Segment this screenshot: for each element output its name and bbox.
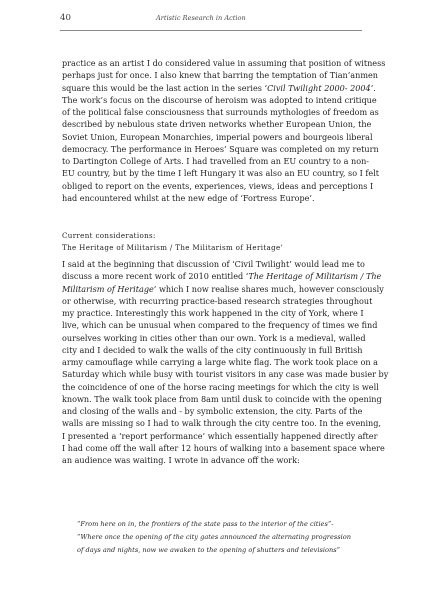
- text-run: ’ which I now realise shares much, however consciously: [153, 283, 384, 294]
- text-line: I presented a ‘report performance’ which essentially happened directly after: [62, 430, 378, 441]
- text-line: [62, 82, 376, 94]
- text-line: city and I decided to walk the walls of the city continuously in full British: [62, 344, 363, 355]
- text-line: democracy. The performance in Heroes’ Square was completed on my return: [62, 143, 379, 154]
- text-line: I had come off the wall after 12 hours of walking into a basement space where: [62, 442, 385, 453]
- text-line: obliged to report on the events, experiences, views, ideas and perceptions I: [62, 180, 374, 191]
- text-line: Soviet Union, European Monarchies, imperial powers and bourgeois liberal: [62, 131, 373, 142]
- header-rule: [60, 30, 362, 31]
- text-run: square this would be the last action in the series ‘: [62, 82, 268, 93]
- opening-paragraphs: [62, 57, 386, 204]
- text-line: ourselves working in cities other than our own. York is a medieval, walled: [62, 332, 366, 343]
- block-quote: [77, 518, 367, 558]
- section-heading: [62, 230, 366, 253]
- text-line: and closing of the walls and - by symbolic extension, the city. Parts of the: [62, 406, 363, 416]
- work-title: The Heritage of Militarism / The: [248, 271, 382, 282]
- text-line: to Dartington College of Arts. I had travelled from an EU country to a non-: [62, 156, 370, 166]
- section-title: The Heritage of Militarism / The Militarism of Heritage’: [62, 242, 284, 252]
- quote-line: “From here on in, the frontiers of the state pass to the interior of the cities”-: [77, 520, 334, 528]
- text-run: discuss a more recent work of 2010 entitled ‘: [62, 271, 249, 282]
- section-kicker: Current considerations:: [62, 231, 156, 240]
- text-line: I said at the beginning that discussion of ‘Civil Twilight’ would lead me to: [62, 259, 365, 269]
- text-line: practice as an artist I do considered value in assuming that position of witness: [62, 58, 386, 68]
- text-line: walls are missing so I had to walk through the city centre too. In the evening,: [62, 418, 382, 429]
- text-line: an audience was waiting. I wrote in advance off the work:: [62, 455, 300, 465]
- paragraph-2: [62, 155, 380, 204]
- quote-line: “Where once the opening of the city gates announced the alternating progression: [77, 533, 351, 542]
- text-line: the coincidence of one of the horse racing meetings for which the city is well: [62, 381, 379, 392]
- series-title: Civil Twilight 2000- 2004: [267, 82, 371, 93]
- text-line: The work’s focus on the discourse of heroism was adopted to intend critique: [62, 94, 377, 105]
- work-title: Militarism of Heritage: [62, 283, 154, 294]
- text-line: known. The walk took place from 8am until dusk to coincide with the opening: [62, 393, 382, 404]
- text-line: perhaps just for once. I also knew that barring the temptation of Tian’anmen: [62, 70, 379, 81]
- paragraph-1: [62, 57, 386, 155]
- text-line: Saturday which while busy with tourist visitors in any case was made busier by: [62, 369, 389, 380]
- page-number: 40: [60, 13, 71, 23]
- text-line: [62, 283, 384, 295]
- text-line: live, which can be unusual when compared to the frequency of times we find: [62, 320, 378, 331]
- text-line: or otherwise, with recurring practice-based research strategies throughout: [62, 295, 373, 306]
- text-line: described by nebulous state driven networks whether European Union, the: [62, 119, 372, 130]
- text-line: of the political false consciousness that surrounds mythologies of freedom as: [62, 107, 379, 117]
- text-line: army camouflage while carrying a large white flag. The work took place on a: [62, 357, 378, 367]
- text-run: ’.: [370, 82, 376, 93]
- paragraph-3: [62, 258, 389, 466]
- quote-line: of days and nights, now we awaken to the opening of shutters and televisions”: [77, 546, 340, 555]
- text-line: had encountered whilst at the new edge of ‘Fortress Europe’.: [62, 192, 315, 203]
- text-line: EU country, but by the time I left Hungary it was also an EU country, so I felt: [62, 168, 380, 179]
- page-header: [60, 13, 362, 27]
- text-line: my practice. Interestingly this work happened in the city of York, where I: [62, 308, 364, 318]
- text-line: [62, 270, 382, 282]
- running-head: Artistic Research in Action: [156, 14, 246, 22]
